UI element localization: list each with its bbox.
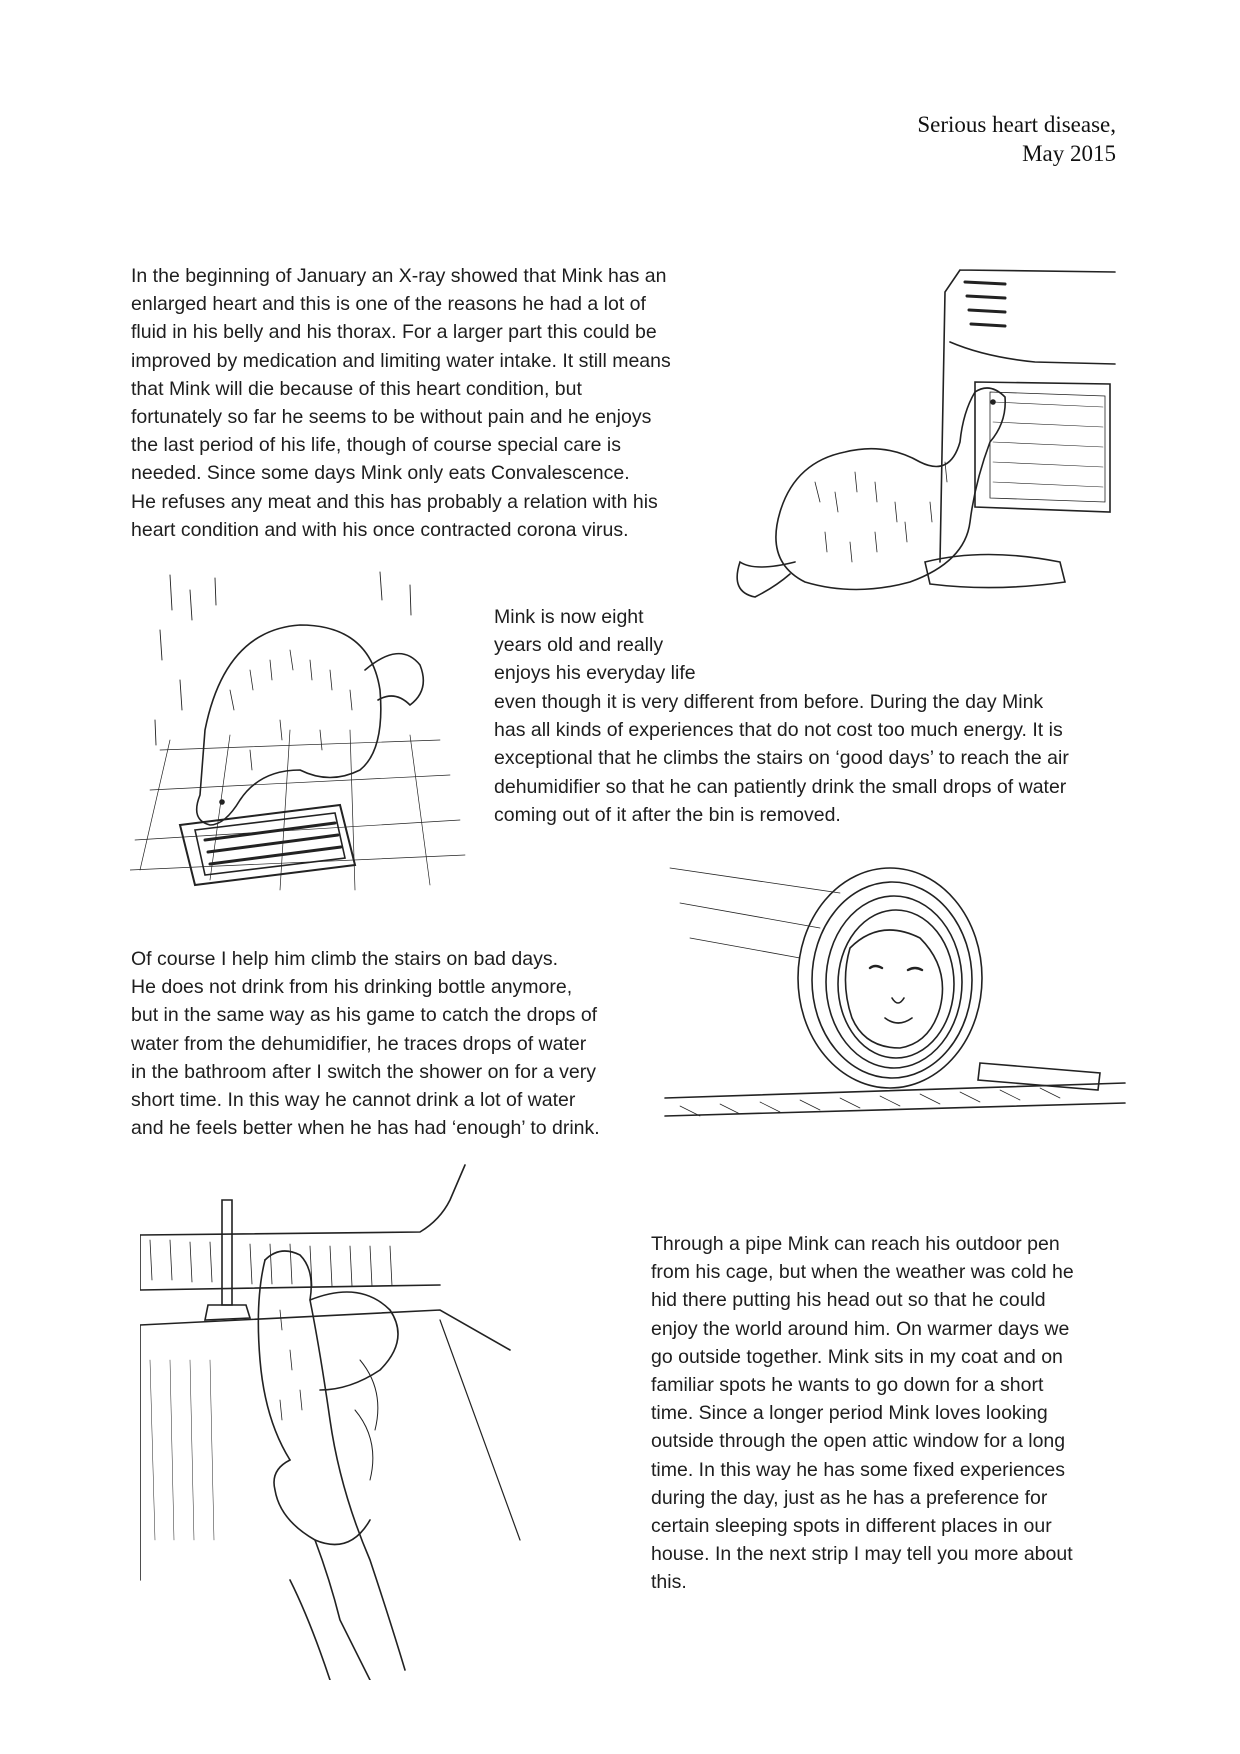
illustration-ferret-pipe <box>660 858 1130 1140</box>
text-line: Of course I help him climb the stairs on bad days. <box>131 948 559 970</box>
text-line: Through a pipe Mink can reach his outdoor pen <box>651 1233 1060 1255</box>
text-line: He does not drink from his drinking bottle anymore, <box>131 976 573 999</box>
text-line: has all kinds of experiences that do not cost too much energy. It is <box>494 719 1063 742</box>
title-line-2: May 2015 <box>1022 141 1116 166</box>
text-line: familiar spots he wants to go down for a short <box>651 1374 1044 1397</box>
text-line: short time. In this way he cannot drink a lot of water <box>131 1089 576 1112</box>
title-line-1: Serious heart disease, <box>917 112 1116 137</box>
paragraph-outdoor <box>651 1230 1101 1597</box>
text-line: He refuses any meat and this has probably a relation with his <box>131 490 658 513</box>
text-line: needed. Since some days Mink only eats Convalescence. <box>131 462 630 485</box>
text-line: house. In the next strip I may tell you more about <box>651 1543 1073 1566</box>
text-line: Mink is now eight <box>494 606 644 628</box>
text-line: coming out of it after the bin is removed. <box>494 803 841 826</box>
text-line: In the beginning of January an X-ray showed that Mink has an <box>131 265 667 287</box>
text-line: years old and really <box>494 634 664 657</box>
text-line: and he feels better when he has had ‘enough’ to drink. <box>131 1117 600 1140</box>
illustration-ferret-window <box>140 1160 525 1680</box>
text-line: time. In this way he has some fixed experiences <box>651 1458 1066 1481</box>
paragraph-heart-condition <box>131 262 751 544</box>
text-line: that Mink will die because of this heart condition, but <box>131 377 582 400</box>
text-line: time. Since a longer period Mink loves looking <box>651 1402 1048 1425</box>
text-line: exceptional that he climbs the stairs on ‘good days’ to reach the air <box>494 747 1069 770</box>
text-line: enjoy the world around him. On warmer days we <box>651 1317 1070 1340</box>
page-title <box>917 110 1116 168</box>
text-line: fortunately so far he seems to be without pain and he enjoys <box>131 406 652 429</box>
text-line: certain sleeping spots in different places in our <box>651 1515 1052 1538</box>
text-line: in the bathroom after I switch the shower on for a very <box>131 1060 596 1083</box>
text-line: enlarged heart and this is one of the reasons he had a lot of <box>131 293 646 316</box>
illustration-ferret-dehumidifier <box>735 262 1120 652</box>
text-line: but in the same way as his game to catch the drops of <box>131 1004 598 1027</box>
text-line: go outside together. Mink sits in my coat and on <box>651 1345 1063 1368</box>
text-line: the last period of his life, though of course special care is <box>131 434 621 457</box>
text-line: fluid in his belly and his thorax. For a larger part this could be <box>131 321 657 344</box>
text-line: outside through the open attic window for a long <box>651 1430 1066 1453</box>
paragraph-drinking <box>131 945 671 1142</box>
text-line: water from the dehumidifier, he traces drops of water <box>131 1032 587 1055</box>
paragraph-everyday-life-intro <box>494 603 734 688</box>
illustration-ferret-drain <box>130 570 470 900</box>
text-line: during the day, just as he has a preference for <box>651 1486 1048 1509</box>
text-line: even though it is very different from before. During the day Mink <box>494 691 1044 713</box>
text-line: hid there putting his head out so that he could <box>651 1289 1046 1312</box>
text-line: enjoys his everyday life <box>494 662 696 685</box>
text-line: dehumidifier so that he can patiently drink the small drops of water <box>494 775 1067 798</box>
paragraph-everyday-life <box>494 688 1134 829</box>
text-line: improved by medication and limiting water intake. It still means <box>131 349 671 372</box>
text-line: this. <box>651 1571 687 1594</box>
text-line: heart condition and with his once contracted corona virus. <box>131 518 629 541</box>
text-line: from his cage, but when the weather was cold he <box>651 1261 1074 1284</box>
